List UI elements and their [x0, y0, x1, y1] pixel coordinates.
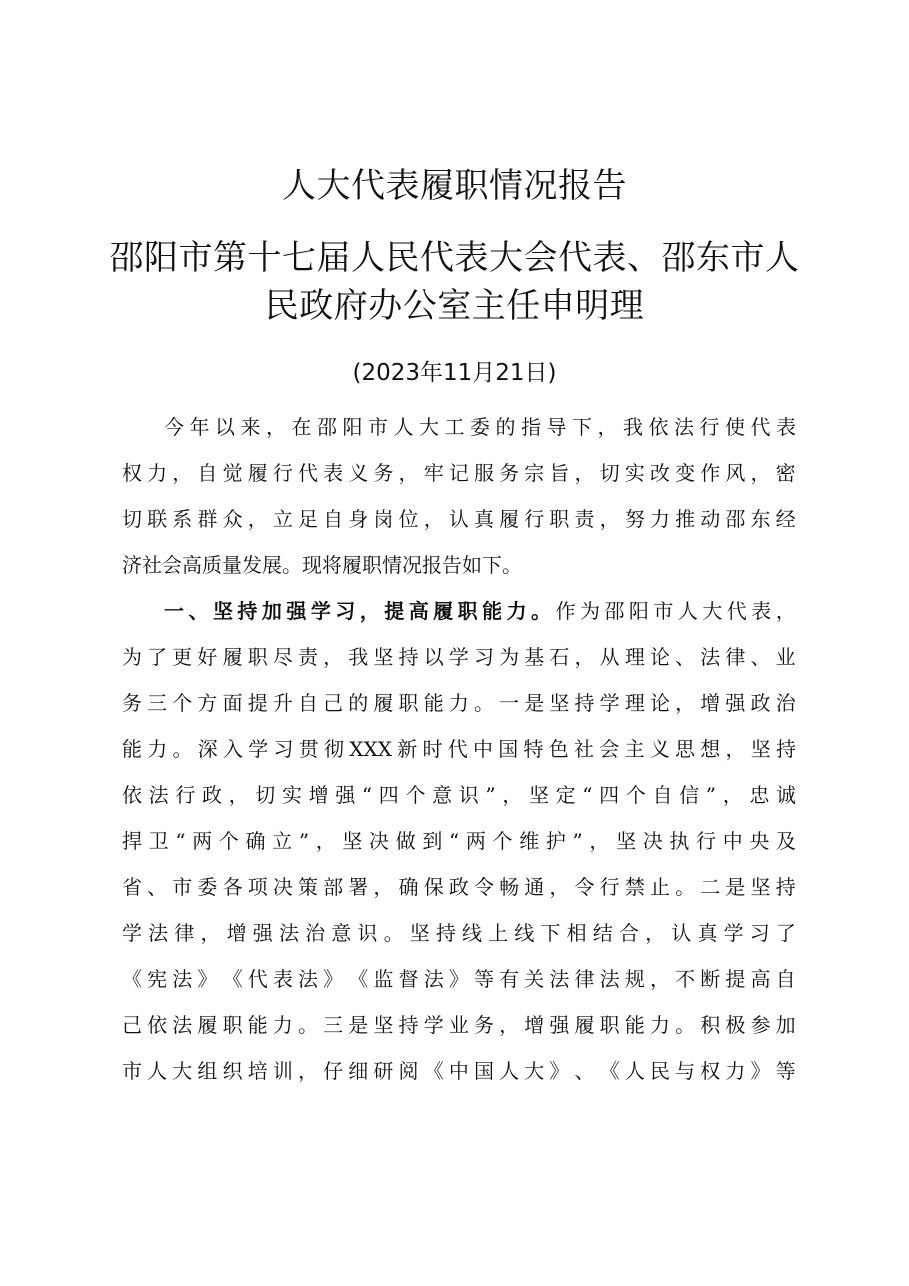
- text-line: 捍 卫 “ 两 个 确 立 ” ， 坚 决 做 到 “ 两 个 维 护 ” ， 坚 决 执 行 中 央 及: [122, 829, 796, 853]
- text-line: 市 人 大 组 织 培 训 ， 仔 细 研 阅 《 中 国 人 大 》 、 《 人 民 与 权 力 》 等: [122, 1059, 796, 1083]
- text-line: 能 力 。 深 入 学 习 贯 彻 XXX 新 时 代 中 国 特 色 社 会 主 义 思 想 ， 坚 持: [122, 737, 796, 761]
- report-title: 人大代表履职情况报告: [282, 166, 627, 206]
- text-line: 今 年 以 来 ， 在 邵 阳 市 人 大 工 委 的 指 导 下 ， 我 依 法 行 使 代 表: [164, 415, 796, 439]
- text-line: 切 联 系 群 众 ， 立 足 自 身 岗 位 ， 认 真 履 行 职 责 ， 努 力 推 动 邵 东 经: [122, 507, 796, 531]
- text-line: 《 宪 法 》 《 代 表 法 》 《 监 督 法 》 等 有 关 法 律 法 规 ， 不 断 提 高 自: [122, 967, 796, 991]
- text-line: 济 社 会 高 质 量 发 展 。 现 将 履 职 情 况 报 告 如 下 。: [122, 553, 522, 577]
- text-line: 为 了 更 好 履 职 尽 责 ， 我 坚 持 以 学 习 为 基 石 ， 从 理 论 、 法 律 、 业: [122, 645, 796, 669]
- text-line: 学 法 律 ， 增 强 法 治 意 识 。 坚 持 线 上 线 下 相 结 合 ， 认 真 学 习 了: [122, 921, 796, 945]
- text-line: 一 、 坚 持 加 强 学 习 ， 提 高 履 职 能 力 。 作 为 邵 阳 市 人 大 代 表 ，: [164, 599, 796, 623]
- text-line: 务 三 个 方 面 提 升 自 己 的 履 职 能 力 。 一 是 坚 持 学 理 论 ， 增 强 政 治: [122, 691, 796, 715]
- text-line: 己 依 法 履 职 能 力 。 三 是 坚 持 学 业 务 ， 增 强 履 职 能 力 。 积 极 参 加: [122, 1013, 796, 1037]
- text-line: 权 力 ， 自 觉 履 行 代 表 义 务 ， 牢 记 服 务 宗 旨 ， 切 实 改 变 作 风 ， 密: [122, 461, 796, 485]
- text-line: 省 、 市 委 各 项 决 策 部 署 ， 确 保 政 令 畅 通 ， 令 行 禁 止 。 二 是 坚 持: [122, 875, 796, 899]
- report-subtitle-line-1: 邵阳市第十七届人民代表大会代表、邵东市人: [109, 238, 800, 278]
- text-line: 依 法 行 政 ， 切 实 增 强 “ 四 个 意 识 ” ， 坚 定 “ 四 个 自 信 ” ， 忠 诚: [122, 783, 796, 807]
- report-subtitle-line-2: 民政府办公室主任申明理: [264, 286, 645, 326]
- document-body: [122, 404, 796, 1094]
- report-date: (2023年11月21日): [352, 360, 557, 386]
